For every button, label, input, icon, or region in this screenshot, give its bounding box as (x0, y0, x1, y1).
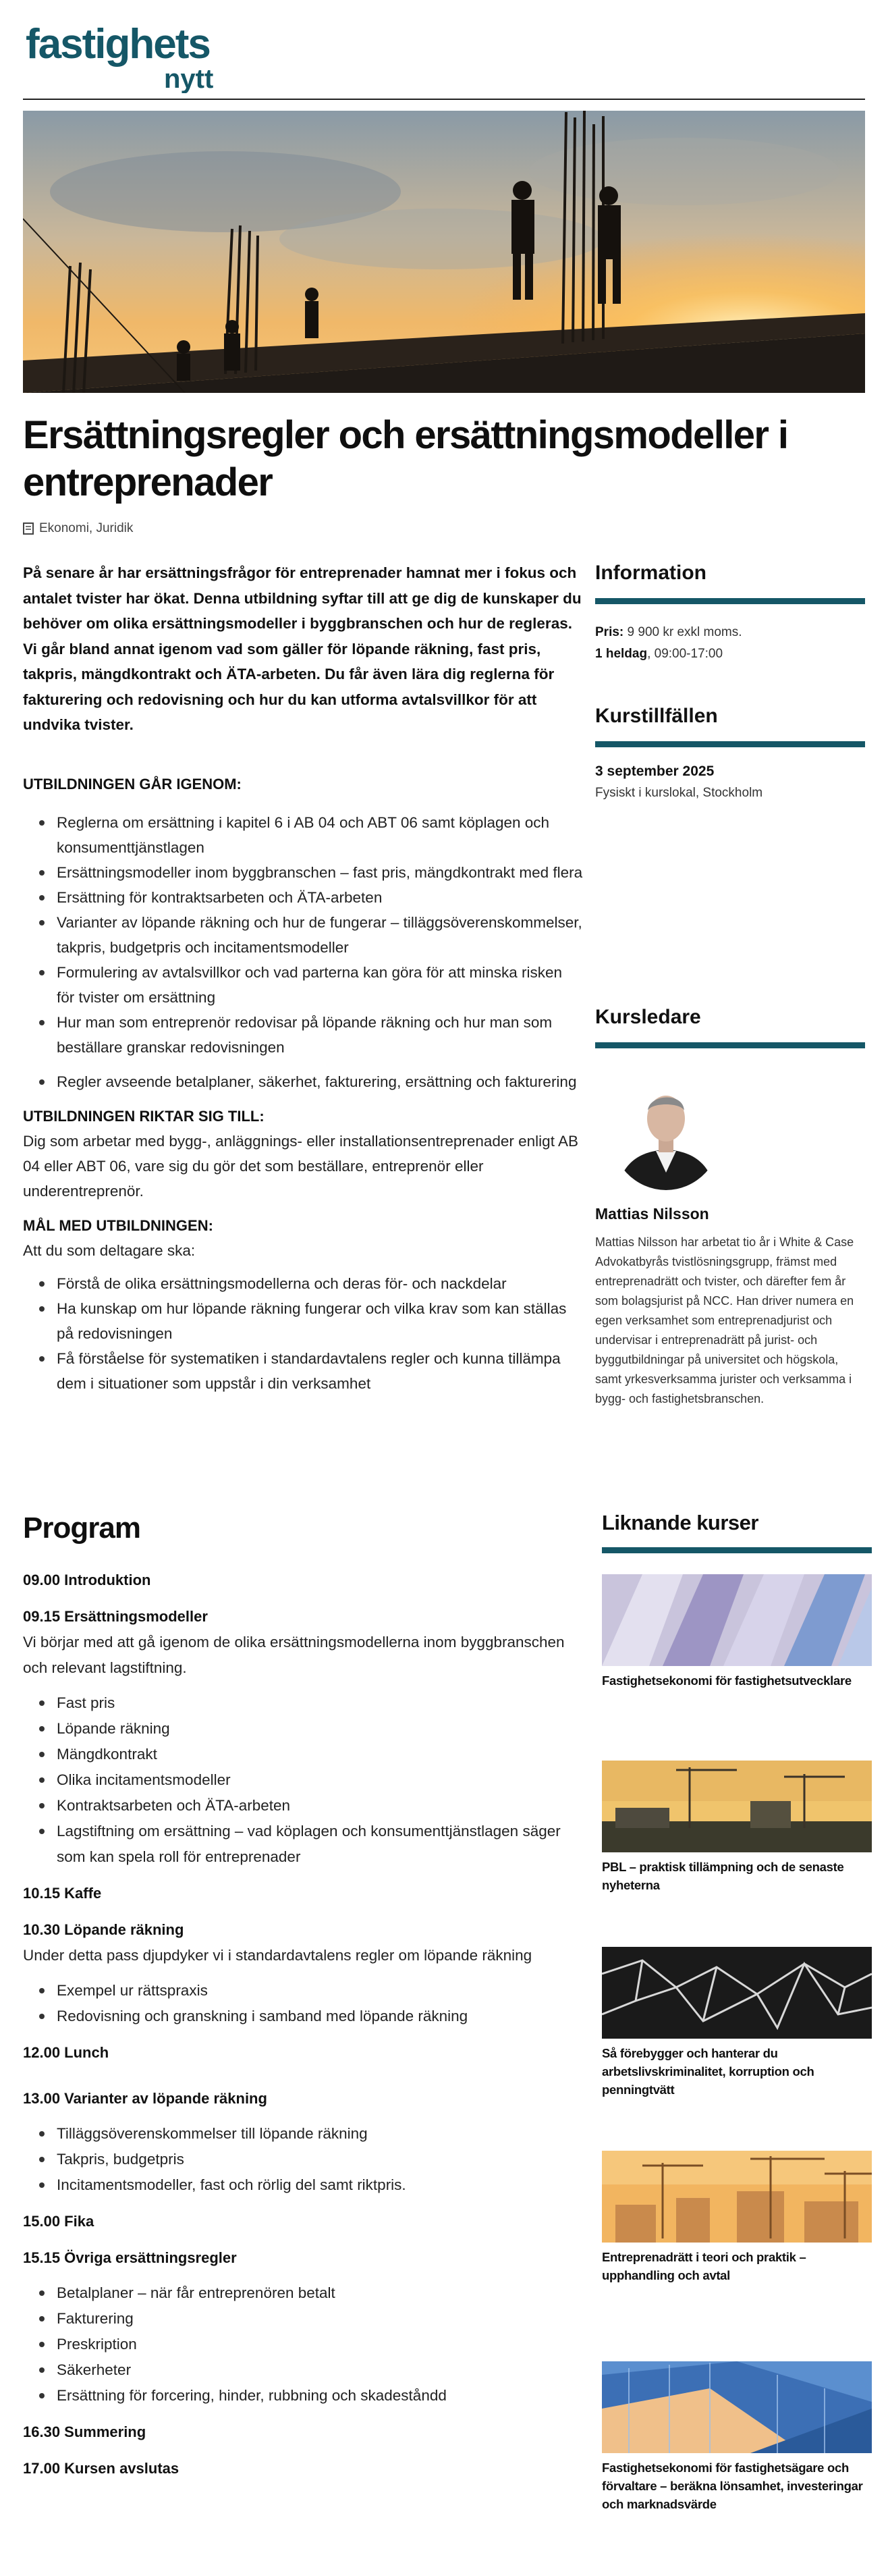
list-item: Mängdkontrakt (23, 1742, 583, 1767)
list-item: Fast pris (23, 1690, 583, 1716)
program-list (23, 2121, 583, 2198)
instructor-panel (595, 1006, 865, 1409)
program-slot: 13.00 Varianter av löpande räkning (23, 2090, 267, 2107)
course-thumbnail[interactable] (602, 1761, 872, 1852)
program-desc: Under detta pass djupdyker vi i standardavtalens regler om löpande räkning (23, 1947, 532, 1964)
site-header (23, 14, 865, 100)
list-item: Olika incitamentsmodeller (23, 1767, 583, 1793)
program-slot: 10.15 Kaffe (23, 1885, 102, 1902)
list-item: Lagstiftning om ersättning – vad köplagen och konsumenttjänstlagen säger som kan spela roll för entreprenader (23, 1819, 583, 1870)
course-card[interactable] (602, 1761, 872, 1894)
course-category (23, 521, 133, 536)
occasion-date[interactable]: 3 september 2025 (595, 763, 715, 779)
course-card[interactable] (602, 1574, 872, 1690)
duration-label: 1 heldag (595, 647, 648, 661)
course-thumbnail[interactable] (602, 1574, 872, 1666)
program-slot: 16.30 Summering (23, 2423, 146, 2440)
logo-line2: nytt (164, 64, 214, 93)
course-card-title[interactable]: Fastighetsekonomi för fastighetsägare och förvaltare – beräkna lönsamhet, investeringar och marknadsvärde (602, 2461, 863, 2511)
list-item: Varianter av löpande räkning och hur de fungerar – tilläggsöverenskommelser, takpris, budgetpris och incitamentsmodeller (23, 910, 583, 960)
similar-heading: Liknande kurser (602, 1511, 872, 1553)
course-card[interactable] (602, 2361, 872, 2513)
course-card-title[interactable]: Entreprenadrätt i teori och praktik – upphandling och avtal (602, 2250, 806, 2282)
program-slot: 09.00 Introduktion (23, 1572, 151, 1588)
program-list (23, 1690, 583, 1870)
instructor-bio: Mattias Nilsson har arbetat tio år i White & Case Advokatbyrås tvistlösningsgrupp, främst med entreprenadrätt och tvister, och därefter fem år som bolagsjurist på NCC. Han driver numera en egen verksamhet som entreprenadjurist och undervisar i entreprenadrätt på jurist- och byggutbildningar på universitet och högskola, samt yrkesverksamma jurister och verksamma i bygg- och fastighetsbranschen. (595, 1235, 854, 1405)
program-slot: 12.00 Lunch (23, 2044, 109, 2061)
goals-list (23, 1271, 583, 1396)
list-item: Ersättning för kontraktsarbeten och ÄTA-arbeten (23, 885, 583, 910)
occasion-location: Fysiskt i kurslokal, Stockholm (595, 786, 763, 800)
list-item: Säkerheter (23, 2357, 583, 2383)
list-item: Kontraktsarbeten och ÄTA-arbeten (23, 1793, 583, 1819)
list-item: Regler avseende betalplaner, säkerhet, fakturering, ersättning och fakturering (23, 1069, 583, 1094)
list-item: Tilläggsöverenskommelser till löpande räkning (23, 2121, 583, 2147)
course-card-title[interactable]: PBL – praktisk tillämpning och de senaste nyheterna (602, 1860, 844, 1892)
price-label: Pris: (595, 625, 624, 639)
price-value: 9 900 kr exkl moms. (627, 625, 742, 639)
list-item: Formulering av avtalsvillkor och vad parterna kan göra för att minska risken för tvister om ersättning (23, 960, 583, 1010)
logo-line1: fastighets (26, 21, 210, 68)
hero-image (23, 111, 865, 393)
book-icon (23, 522, 34, 535)
instructor-name: Mattias Nilsson (595, 1205, 709, 1223)
program-list (23, 1978, 583, 2029)
list-item: Preskription (23, 2332, 583, 2357)
list-item: Redovisning och granskning i samband med löpande räkning (23, 2004, 583, 2029)
course-card-title[interactable]: Fastighetsekonomi för fastighetsutvecklare (602, 1673, 852, 1688)
similar-courses (602, 1511, 872, 2511)
list-item: Löpande räkning (23, 1716, 583, 1742)
list-item: Takpris, budgetpris (23, 2147, 583, 2172)
program-slot: 09.15 Ersättningsmodeller (23, 1608, 208, 1625)
fastighetsnytt-logo[interactable] (26, 19, 269, 93)
duration-value: , 09:00-17:00 (647, 647, 723, 661)
list-item: Reglerna om ersättning i kapitel 6 i AB 04 och ABT 06 samt köplagen och konsumenttjänstlagen (23, 810, 583, 860)
program-section (23, 1509, 583, 2481)
goals-heading: MÅL MED UTBILDNINGEN: (23, 1216, 213, 1234)
audience-text: Dig som arbetar med bygg-, anläggnings- eller installationsentreprenader enligt AB 04 eller ABT 06, vare sig du gör det som beställare, entreprenör eller underentreprenör. (23, 1132, 578, 1200)
information-heading: Information (595, 562, 865, 604)
course-card[interactable] (602, 2151, 872, 2284)
instructor-photo (610, 1071, 722, 1190)
occasions-panel (595, 705, 865, 804)
program-slot: 15.00 Fika (23, 2213, 94, 2230)
program-heading: Program (23, 1511, 140, 1545)
list-item: Betalplaner – när får entreprenören betalt (23, 2280, 583, 2306)
program-desc: Vi börjar med att gå igenom de olika ersättningsmodellerna inom byggbranschen och relevant lagstiftning. (23, 1634, 565, 1676)
list-item: Få förståelse för systematiken i standardavtalens regler och kunna tillämpa dem i situationer som uppstår i din verksamhet (23, 1346, 583, 1396)
list-item: Incitamentsmodeller, fast och rörlig del samt riktpris. (23, 2172, 583, 2198)
program-slot: 15.15 Övriga ersättningsregler (23, 2249, 237, 2266)
course-intro: På senare år har ersättningsfrågor för entreprenader hamnat mer i fokus och antalet tvister har ökat. Denna utbildning syftar till att ge dig de kunskaper du behöver om olika ersättningsmodeller i byggbranschen och hur de regleras. Vi går bland annat igenom vad som gäller för löpande räkning, fast pris, takpris, mängdkontrakt och ÄTA-arbeten. Du får även lära dig reglerna för fakturering och redovisning och hur du kan utforma avtalsvillkor för att undvika tvister. (23, 564, 582, 733)
audience-heading: UTBILDNINGEN RIKTAR SIG TILL: (23, 1107, 265, 1125)
covers-list (23, 810, 583, 1094)
duration-line (595, 643, 865, 665)
list-item: Hur man som entreprenör redovisar på löpande räkning och hur man som beställare granskar redovisningen (23, 1010, 583, 1060)
program-slot: 10.30 Löpande räkning (23, 1921, 184, 1938)
course-description (23, 560, 583, 1396)
course-thumbnail[interactable] (602, 2361, 872, 2453)
covers-heading: UTBILDNINGEN GÅR IGENOM: (23, 775, 242, 793)
category-label[interactable]: Ekonomi, Juridik (39, 521, 134, 535)
list-item: Förstå de olika ersättningsmodellerna och deras för- och nackdelar (23, 1271, 583, 1296)
program-list (23, 2280, 583, 2409)
occasions-heading: Kurstillfällen (595, 705, 865, 747)
instructor-heading: Kursledare (595, 1006, 865, 1048)
list-item: Fakturering (23, 2306, 583, 2332)
program-slot: 17.00 Kursen avslutas (23, 2460, 179, 2477)
price-line (595, 622, 865, 643)
information-panel (595, 562, 865, 665)
goals-intro: Att du som deltagare ska: (23, 1241, 196, 1259)
list-item: Ersättning för forcering, hinder, rubbning och skadeståndd (23, 2383, 583, 2409)
course-card-title[interactable]: Så förebygger och hanterar du arbetslivskriminalitet, korruption och penningtvätt (602, 2046, 814, 2097)
list-item: Exempel ur rättspraxis (23, 1978, 583, 2004)
course-thumbnail[interactable] (602, 1947, 872, 2039)
list-item: Ha kunskap om hur löpande räkning fungerar och vilka krav som kan ställas på redovisningen (23, 1296, 583, 1346)
course-card[interactable] (602, 1947, 872, 2099)
list-item: Ersättningsmodeller inom byggbranschen – fast pris, mängdkontrakt med flera (23, 860, 583, 885)
course-thumbnail[interactable] (602, 2151, 872, 2243)
course-title: Ersättningsregler och ersättningsmodeller i entreprenader (23, 413, 788, 504)
